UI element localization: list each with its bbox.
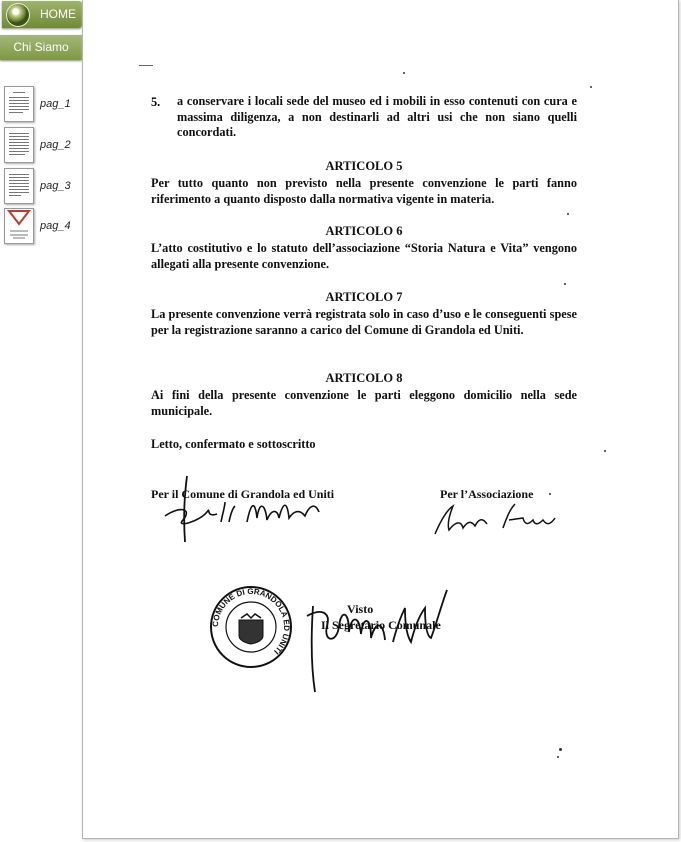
page-thumbnail-icon (4, 86, 34, 122)
scan-speck (403, 72, 405, 74)
page-link-label: pag_2 (40, 139, 71, 151)
article-6-text: L’atto costitutivo e lo statuto dell’associazione “Storia Natura e Vita” vengono allegati alla presente convenzione. (151, 241, 577, 271)
scan-speck (590, 86, 592, 88)
comune-signature-image (159, 472, 329, 548)
item-5-text: a conservare i locali sede del museo ed i mobili in esso contenuti con cura e massima diligenza, a non destinarli ad altri usi che non siano quelli concordati. (177, 94, 577, 139)
page-link-1[interactable] (4, 86, 84, 122)
visto-label: Visto (347, 602, 374, 616)
scan-speck (559, 748, 562, 751)
page-thumbnail-icon (4, 208, 34, 244)
article-7-text: La presente convenzione verrà registrata solo in caso d’uso e le conseguenti spese per la registrazione saranno a carico del Comune di Grandola ed Uniti. (151, 307, 577, 337)
article-6-heading: ARTICOLO 6 (325, 224, 403, 238)
scan-speck (549, 493, 551, 495)
article-7-heading: ARTICOLO 7 (325, 290, 403, 304)
closing-text: Letto, confermato e sottoscritto (151, 437, 316, 451)
article-5-text: Per tutto quanto non previsto nella presente convenzione le parti fanno riferimento a quanto disposto dalla normativa vigente in materia. (151, 176, 577, 206)
page-thumbnail-icon (4, 168, 34, 204)
segretario-signature-image (301, 586, 451, 696)
chi-siamo-label: Chi Siamo (13, 40, 69, 54)
article-8-text: Ai fini della presente convenzione le parti eleggono domicilio nella sede municipale. (151, 388, 577, 418)
scan-speck (564, 283, 566, 285)
comune-stamp-image (207, 584, 295, 670)
item-number: 5. (151, 95, 161, 109)
page-link-label: pag_1 (40, 98, 71, 110)
article-5-heading: ARTICOLO 5 (325, 159, 403, 173)
comune-signature-label: Per il Comune di Grandola ed Uniti (151, 487, 335, 501)
chi-siamo-button[interactable] (0, 35, 82, 60)
associazione-signature-image (431, 500, 561, 540)
scan-speck (557, 756, 559, 758)
associazione-signature-label: Per l’Associazione (440, 487, 534, 501)
document-page (82, 0, 679, 839)
scan-speck (604, 450, 606, 452)
segretario-label: Il Segretario Comunale (321, 618, 441, 632)
page-link-2[interactable] (4, 127, 84, 163)
home-logo-icon (6, 3, 30, 27)
scan-speck (567, 213, 569, 215)
page-link-label: pag_4 (40, 220, 71, 232)
sidebar-nav (0, 0, 84, 842)
home-label: HOME (40, 7, 76, 21)
page-thumbnail-icon (4, 127, 34, 163)
home-button[interactable] (2, 1, 82, 28)
article-8-heading: ARTICOLO 8 (325, 371, 403, 385)
scan-mark (139, 65, 153, 66)
page-link-3[interactable] (4, 168, 84, 204)
stamp-text: COMUNE DI GRANDOLA ED UNITI (210, 586, 292, 657)
page-link-4[interactable] (4, 208, 84, 244)
page-link-label: pag_3 (40, 180, 71, 192)
